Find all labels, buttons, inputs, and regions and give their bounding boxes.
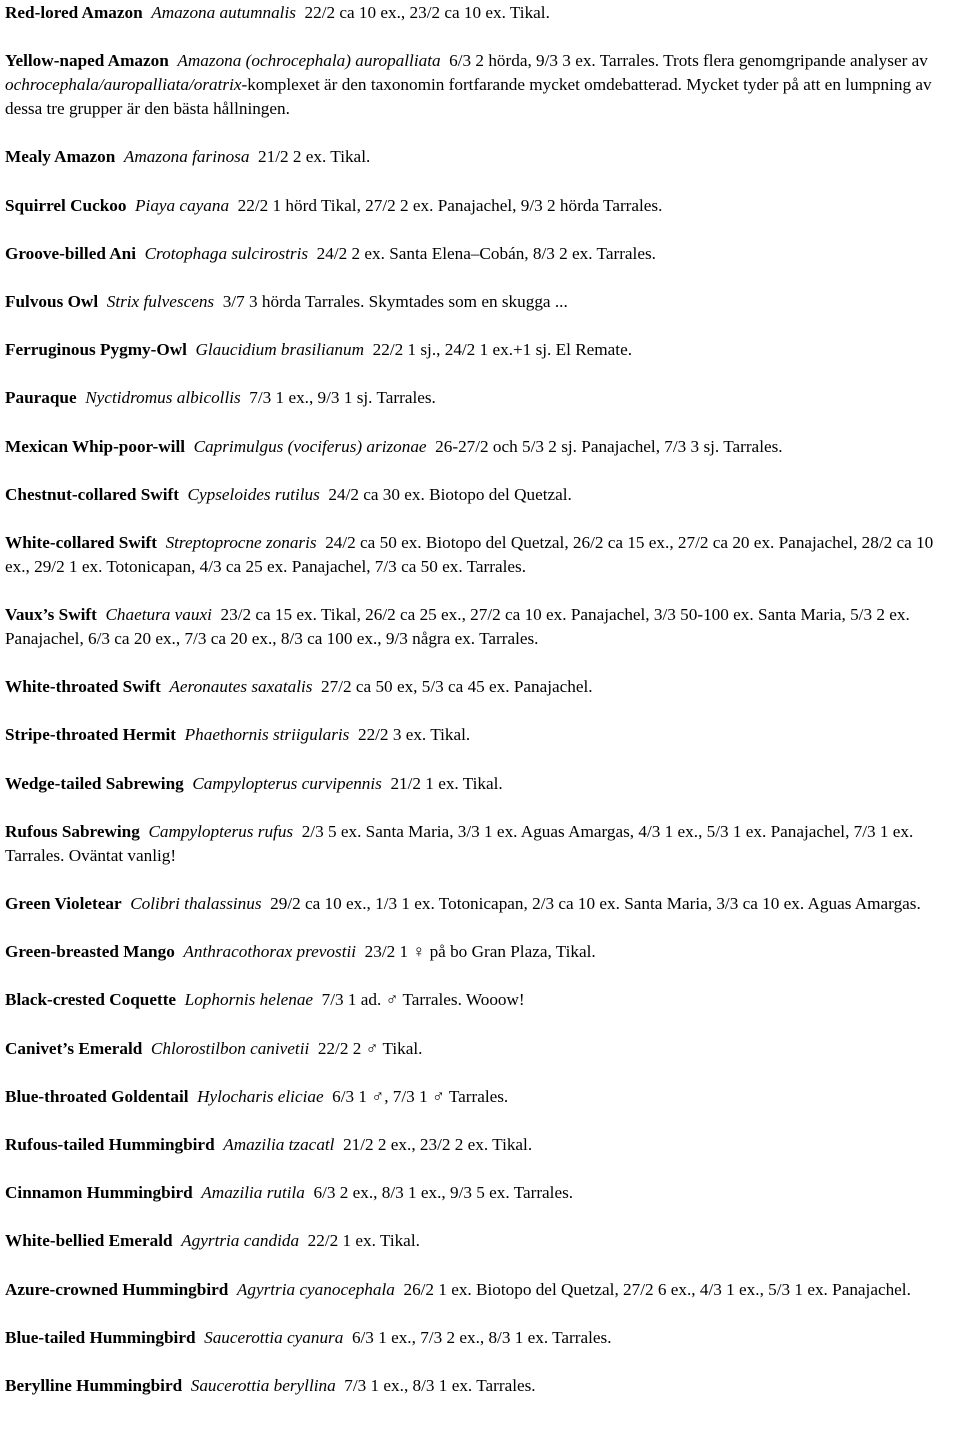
latin-name: Cypseloides rutilus xyxy=(187,484,320,504)
latin-name: Anthracothorax prevostii xyxy=(183,942,357,962)
species-entry xyxy=(5,772,955,796)
species-entry xyxy=(5,1085,955,1109)
species-entry xyxy=(5,675,955,699)
observation-text: 7/3 1 ad. ♂ Tarrales. Wooow! xyxy=(321,990,525,1010)
species-entry xyxy=(5,1229,955,1253)
common-name: Yellow-naped Amazon xyxy=(5,51,169,71)
common-name: Pauraque xyxy=(5,388,77,408)
observation-text: 6/3 2 ex., 8/3 1 ex., 9/3 5 ex. Tarrales. xyxy=(313,1183,574,1203)
observation-text: 21/2 1 ex. Tikal. xyxy=(390,773,503,793)
latin-name: Colibri thalassinus xyxy=(130,894,262,913)
species-entry xyxy=(5,1374,955,1398)
latin-name-inline: ochrocephala/auropalliata/oratrix xyxy=(5,75,242,95)
common-name: Red-lored Amazon xyxy=(5,3,143,22)
latin-name: Aeronautes saxatalis xyxy=(169,677,313,697)
latin-name: Piaya cayana xyxy=(135,195,230,215)
species-entry xyxy=(5,386,955,410)
common-name: Berylline Hummingbird xyxy=(5,1375,183,1395)
species-entry xyxy=(5,483,955,507)
latin-name: Chlorostilbon canivetii xyxy=(150,1038,310,1058)
latin-name: Lophornis helenae xyxy=(184,990,314,1010)
common-name: Green Violetear xyxy=(5,894,122,913)
species-entry xyxy=(5,145,955,169)
species-entry xyxy=(5,1037,955,1061)
common-name: White-collared Swift xyxy=(5,532,157,552)
observation-text: 27/2 ca 50 ex, 5/3 ca 45 ex. Panajachel. xyxy=(321,677,593,697)
observation-text: 6/3 1 ex., 7/3 2 ex., 8/3 1 ex. Tarrales. xyxy=(351,1327,612,1347)
species-entry xyxy=(5,194,955,218)
common-name: Chestnut-collared Swift xyxy=(5,484,179,504)
latin-name: Caprimulgus (vociferus) arizonae xyxy=(193,436,427,456)
species-entry xyxy=(5,1181,955,1205)
observation-text: 26/2 1 ex. Biotopo del Quetzal, 27/2 6 ex., 4/3 1 ex., 5/3 1 ex. Panajachel. xyxy=(403,1279,911,1299)
latin-name: Amazona farinosa xyxy=(123,147,250,167)
species-entry xyxy=(5,1278,955,1302)
observation-text: 22/2 1 sj., 24/2 1 ex.+1 sj. El Remate. xyxy=(372,340,632,360)
common-name: Rufous-tailed Hummingbird xyxy=(5,1134,215,1154)
latin-name: Campylopterus rufus xyxy=(148,821,294,841)
common-name: Black-crested Coquette xyxy=(5,990,177,1010)
latin-name: Nyctidromus albicollis xyxy=(85,388,241,408)
species-entry xyxy=(5,723,955,747)
observation-text: 24/2 2 ex. Santa Elena–Cobán, 8/3 2 ex. Tarrales. xyxy=(316,243,656,263)
common-name: Groove-billed Ani xyxy=(5,243,136,263)
common-name: Cinnamon Hummingbird xyxy=(5,1183,193,1203)
common-name: Blue-throated Goldentail xyxy=(5,1086,189,1106)
observation-text-continued: -komplexet är den taxonomin fortfarande mycket omdebatterad. Mycket tyder på att en lumpning av dessa tre grupper är den bästa hållningen. xyxy=(5,75,932,119)
observation-text: 6/3 2 hörda, 9/3 3 ex. Tarrales. Trots flera genomgripande analyser av xyxy=(449,51,928,71)
common-name: Stripe-throated Hermit xyxy=(5,725,177,745)
species-entry xyxy=(5,940,955,964)
common-name: Canivet’s Emerald xyxy=(5,1038,143,1058)
species-entry xyxy=(5,531,955,579)
species-entry xyxy=(5,435,955,459)
latin-name: Glaucidium brasilianum xyxy=(195,340,365,360)
observation-text: 21/2 2 ex., 23/2 2 ex. Tikal. xyxy=(343,1134,533,1154)
species-entry xyxy=(5,290,955,314)
species-entry xyxy=(5,1326,955,1350)
observation-text: 22/2 2 ♂ Tikal. xyxy=(317,1038,423,1058)
species-entry xyxy=(5,603,955,651)
common-name: White-throated Swift xyxy=(5,677,161,697)
latin-name: Hylocharis eliciae xyxy=(197,1086,324,1106)
species-entry xyxy=(5,892,955,916)
species-list xyxy=(5,0,955,1422)
observation-text: 22/2 1 hörd Tikal, 27/2 2 ex. Panajachel, 9/3 2 hörda Tarrales. xyxy=(237,195,663,215)
common-name: Azure-crowned Hummingbird xyxy=(5,1279,229,1299)
species-entry xyxy=(5,988,955,1012)
latin-name: Crotophaga sulcirostris xyxy=(144,243,309,263)
common-name: Green-breasted Mango xyxy=(5,942,175,962)
observation-text: 21/2 2 ex. Tikal. xyxy=(258,147,371,167)
species-entry xyxy=(5,242,955,266)
species-entry xyxy=(5,338,955,362)
latin-name: Agyrtria cyanocephala xyxy=(236,1279,395,1299)
common-name: Fulvous Owl xyxy=(5,291,99,311)
latin-name: Amazona autumnalis xyxy=(151,3,296,22)
latin-name: Amazilia rutila xyxy=(201,1183,305,1203)
species-entry xyxy=(5,820,955,868)
common-name: White-bellied Emerald xyxy=(5,1231,173,1251)
common-name: Mealy Amazon xyxy=(5,147,116,167)
observation-text: 23/2 ca 15 ex. Tikal, 26/2 ca 25 ex., 27/2 ca 10 ex. Panajachel, 3/3 50-100 ex. Santa Maria, 5/3 2 ex. Panajachel, 6/3 ca 20 ex., 7/3 ca 20 ex., 8/3 ca 100 ex., 9/3 några ex. Tarrales. xyxy=(5,605,910,649)
observation-text: 22/2 ca 10 ex., 23/2 ca 10 ex. Tikal. xyxy=(304,3,550,22)
observation-text: 29/2 ca 10 ex., 1/3 1 ex. Totonicapan, 2/3 ca 10 ex. Santa Maria, 3/3 ca 10 ex. Aguas Amargas. xyxy=(270,894,921,913)
observation-text: 2/3 5 ex. Santa Maria, 3/3 1 ex. Aguas Amargas, 4/3 1 ex., 5/3 1 ex. Panajachel, 7/3 1 ex. Tarrales. Oväntat vanlig! xyxy=(5,821,914,865)
observation-text: 7/3 1 ex., 8/3 1 ex. Tarrales. xyxy=(344,1375,536,1395)
latin-name: Agyrtria candida xyxy=(181,1231,300,1251)
common-name: Rufous Sabrewing xyxy=(5,821,140,841)
species-entry xyxy=(5,49,955,121)
observation-text: 23/2 1 ♀ på bo Gran Plaza, Tikal. xyxy=(364,942,596,962)
latin-name: Campylopterus curvipennis xyxy=(192,773,382,793)
latin-name: Amazilia tzacatl xyxy=(223,1134,335,1154)
common-name: Blue-tailed Hummingbird xyxy=(5,1327,196,1347)
species-entry xyxy=(5,1,955,25)
observation-text: 24/2 ca 30 ex. Biotopo del Quetzal. xyxy=(328,484,572,504)
latin-name: Streptoprocne zonaris xyxy=(165,532,317,552)
observation-text: 24/2 ca 50 ex. Biotopo del Quetzal, 26/2 ca 15 ex., 27/2 ca 20 ex. Panajachel, 28/2 ca 10 ex., 29/2 1 ex. Totonicapan, 4/3 ca 25 ex. Panajachel, 7/3 ca 50 ex. Tarrales. xyxy=(5,532,934,576)
observation-text: 7/3 1 ex., 9/3 1 sj. Tarrales. xyxy=(249,388,436,408)
observation-text: 26-27/2 och 5/3 2 sj. Panajachel, 7/3 3 sj. Tarrales. xyxy=(435,436,783,456)
latin-name: Saucerottia beryllina xyxy=(190,1375,336,1395)
common-name: Vaux’s Swift xyxy=(5,605,97,625)
latin-name: Strix fulvescens xyxy=(106,291,215,311)
observation-text: 6/3 1 ♂, 7/3 1 ♂ Tarrales. xyxy=(332,1086,509,1106)
latin-name: Chaetura vauxi xyxy=(105,605,212,625)
common-name: Wedge-tailed Sabrewing xyxy=(5,773,184,793)
latin-name: Saucerottia cyanura xyxy=(204,1327,344,1347)
common-name: Mexican Whip-poor-will xyxy=(5,436,185,456)
common-name: Ferruginous Pygmy-Owl xyxy=(5,340,187,360)
observation-text: 22/2 1 ex. Tikal. xyxy=(307,1231,420,1251)
species-entry xyxy=(5,1133,955,1157)
observation-text: 3/7 3 hörda Tarrales. Skymtades som en skugga ... xyxy=(222,291,568,311)
latin-name: Phaethornis striigularis xyxy=(184,725,350,745)
latin-name: Amazona (ochrocephala) auropalliata xyxy=(177,51,441,71)
common-name: Squirrel Cuckoo xyxy=(5,195,127,215)
observation-text: 22/2 3 ex. Tikal. xyxy=(357,725,471,745)
